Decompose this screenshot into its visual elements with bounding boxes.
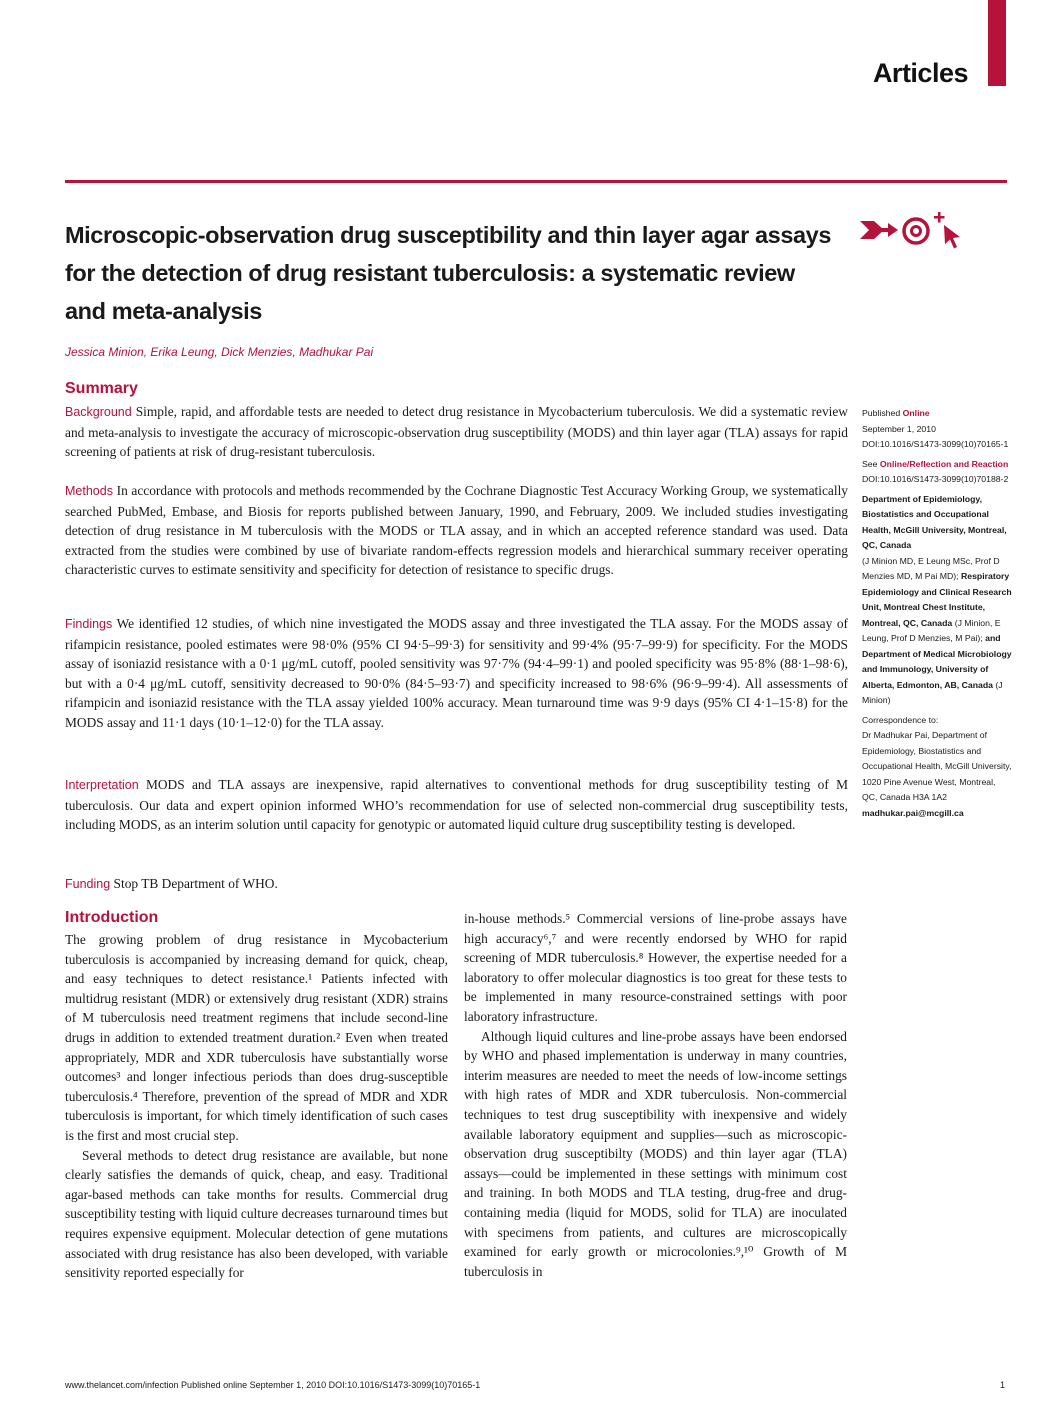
affiliations [862,492,1012,709]
cursor-plus-icon [934,212,960,249]
abstract-text: We identified 12 studies, of which nine investigated the MODS assay and three investigated the TLA assay. For the MODS assay of rifampicin resistance, pooled estimates were 98·0% (95% CI 94·5–99·3) for sensitivity and 99·4% (95·7–99·9) for specificity. For the MODS assay of isoniazid resistance with a 0·1 μg/mL cutoff, pooled sensitivity was 97·7% (94·4–99·1) and pooled specificity was 95·8% (88·1–98·6), but with a 0·4 μg/mL cutoff, sensitivity decreased to 90·0% (84·5–93·7) and specificity increased to 98·6% (96·9–99·4). All assessments of rifampicin and isoniazid resistance with the TLA assay yielded 100% accuracy. Mean turnaround time was 9·9 days (95% CI 4·1–15·8) for the MODS assay and 11·1 days (10·1–12·0) for the TLA assay. [65,616,849,730]
affiliation-people: (J Minion) [862,679,1003,705]
affiliation-montreal-chest: Respiratory Epidemiology and Clinical Research Unit, Montreal Chest Institute, Montreal, QC, Canada [862,571,1012,628]
see-doi: DOI:10.1016/S1473-3099(10)70188-2 [862,474,1009,484]
intro-paragraph: Although liquid cultures and line-probe assays have been endorsed by WHO and phased implementation is underway in many countries, interim measures are needed to meet the needs of low-income settings with high rates of MDR and XDR tuberculosis. Non-commercial techniques to test drug susceptibility with inexpensive and widely available laboratory equipment and supplies—such as microscopic-observation drug susceptibilty (MODS) and thin layer agar (TLA) assays—could be implemented in these settings with minimum cost and training. In both MODS and TLA testing, drug-free and drug-containing media (liquid for MODS, solid for TLA) are inoculated with specimens from patients, and cultures are microscopically examined for early growth or microcolonies.⁹,¹⁰ Growth of M tuberculosis in [464,1028,847,1279]
correspondence-label: Correspondence to: [862,714,939,725]
abstract-text: Simple, rapid, and affordable tests are needed to detect drug resistance in Mycobacterium tuberculosis. We did a systematic review and meta-analysis to investigate the accuracy of microscopic-observation drug susceptibility (MODS) and thin layer agar (TLA) assays for rapid screening of patients at risk of drug-resistant tuberculosis. [65,404,848,459]
affiliation-alberta: and Department of Medical Microbiology and Immunology, University of Alberta, Edmonton, AB, Canada [862,633,1012,690]
intro-paragraph: The growing problem of drug resistance in Mycobacterium tuberculosis is accompanied by increasing demand for quick, cheap, and easy techniques to detect resistance.¹ Patients infected with multidrug resistant (MDR) or extensively drug resistant (XDR) strains of M tuberculosis need treatment regimens that include second-line drugs in addition to extended treatment duration.² Even when treated appropriately, MDR and XDR tuberculosis have substantially worse outcomes³ and longer infectious periods than does drug-susceptible tuberculosis.⁴ Therefore, prevention of the spread of MDR and XDR tuberculosis is important, for which timely identification of such cases is the first and most crucial step. [65,932,448,1143]
intro-left-column [65,930,448,1283]
affiliation-people: (J Minion, E Leung, Prof D Menzies, M Pai); [862,617,1001,643]
web-extras-icons [860,208,964,252]
published-prefix: Published [862,408,901,418]
see-prefix: See [862,458,878,469]
reflection-reaction-link[interactable]: Online/Reflection and Reaction [879,458,1009,469]
abstract-background [65,402,848,462]
abstract-label: Funding [65,877,111,891]
section-label: Articles [872,58,968,88]
introduction-heading: Introduction [65,909,159,926]
intro-paragraph: Several methods to detect drug resistance are available, but none clearly satisfies the demands of quick, cheap, and easy. Traditional agar-based methods can take months for results. Commercial drug susceptibility testing with liquid culture decreases turnaround times but requires expensive equipment. Molecular detection of gene mutations associated with drug resistance has also been developed, with variable sensitivity reported especially for [65,1147,448,1281]
footer-citation: www.thelancet.com/infection Published online September 1, 2010 DOI:10.1016/S1473-3099(10)70165-1 [65,1380,481,1390]
intro-right-column [464,909,847,1281]
abstract-methods [65,481,848,580]
correspondence [862,713,1012,822]
abstract-label: Background [65,405,132,419]
published-info [862,406,1012,453]
abstract-text: Stop TB Department of WHO. [113,876,278,891]
section-color-tab [988,0,1006,86]
correspondence-email[interactable]: madhukar.pai@mcgill.ca [862,807,964,818]
header-rule [65,180,1007,183]
summary-heading: Summary [65,380,138,397]
abstract-text: In accordance with protocols and methods recommended by the Cochrane Diagnostic Test Accuracy Working Group, we systematically searched PubMed, Embase, and Biosis for reports published between January, 1990, and February, 2009. We included studies investigating detection of drug resistance in M tuberculosis with the MODS or TLA assay, and in which an accepted reference standard was used. Data extracted from the studies were combined by use of bivariate random-effects regression models and hierarchical summary receiver operating characteristic curves to estimate sensitivity and specificity for detection of resistance to specific drugs. [65,483,848,577]
published-online-link[interactable]: Online [902,408,930,418]
at-sign-icon [904,219,928,243]
arrow-icon [860,221,898,239]
correspondence-address: Dr Madhukar Pai, Department of Epidemiology, Biostatistics and Occupational Health, McGill University, 1020 Pine Avenue West, Montreal, QC, Canada H3A 1A2 [862,730,1012,802]
published-date: September 1, 2010 [862,423,936,434]
affiliation-mcgill: Department of Epidemiology, Biostatistics and Occupational Health, McGill University, Montreal, QC, Canada [862,493,1007,550]
abstract-label: Findings [65,617,113,631]
intro-paragraph: in-house methods.⁵ Commercial versions of line-probe assays have high accuracy⁶,⁷ and were recently endorsed by WHO for rapid screening of MDR tuberculosis.⁸ However, the expertise needed for a laboratory to offer molecular diagnostics is too great for these tests to be implemented in many resource-constrained settings with poor laboratory infrastructure. [464,911,847,1024]
published-doi: DOI:10.1016/S1473-3099(10)70165-1 [862,439,1009,449]
abstract-interpretation [65,775,848,835]
article-title: Microscopic-observation drug susceptibility and thin layer agar assays for the detection of drug resistant tuberculosis: a systematic review and meta-analysis [65,222,832,324]
abstract-text: MODS and TLA assays are inexpensive, rapid alternatives to conventional methods for drug susceptibility testing of M tuberculosis. Our data and expert opinion informed WHO’s recommendation for use of selected non-commercial drug susceptibility tests, including MODS, as an interim solution until capacity for genotypic or automated liquid culture drug susceptibility testing is developed. [65,777,848,832]
author-list: Jessica Minion, Erika Leung, Dick Menzies, Madhukar Pai [65,345,374,359]
page-footer [65,1380,1005,1390]
abstract-funding [65,874,848,895]
page-number: 1 [999,1380,1005,1390]
abstract-findings [65,614,848,732]
abstract-label: Interpretation [65,778,139,792]
abstract-label: Methods [65,484,113,498]
affiliation-people: (J Minion MD, E Leung MSc, Prof D Menzies MD, M Pai MD); [862,555,1000,581]
article-sidebar [862,406,1012,825]
see-also-info [862,457,1012,488]
